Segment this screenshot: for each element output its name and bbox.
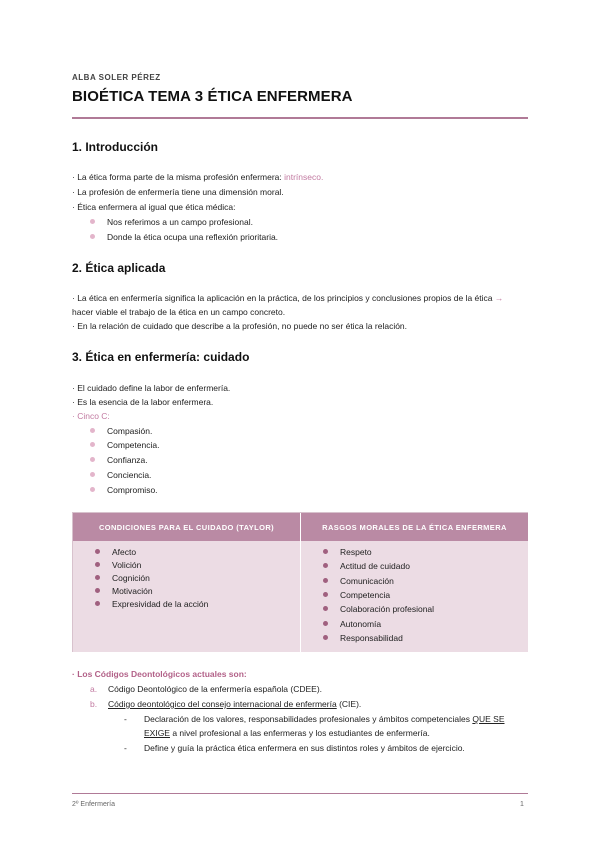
table-item xyxy=(323,604,434,614)
list-marker: b. xyxy=(90,699,98,709)
intro-line-1-text: · La ética forma parte de la misma profesión enfermera: xyxy=(72,172,285,182)
section-heading-applied: 2. Ética aplicada xyxy=(72,261,166,275)
table-item xyxy=(95,599,208,609)
table-item-text: Colaboración profesional xyxy=(340,604,435,614)
bullet-icon xyxy=(90,428,95,433)
table-item-text: Expresividad de la acción xyxy=(112,599,209,609)
table-item-text: Comunicación xyxy=(340,576,394,586)
applied-line-1 xyxy=(72,293,503,303)
bullet-icon xyxy=(95,588,100,593)
table-header-taylor: CONDICIONES PARA EL CUIDADO (TAYLOR) xyxy=(73,513,300,541)
section-heading-intro: 1. Introducción xyxy=(72,140,159,154)
footer-course: 2º Enfermería xyxy=(72,801,116,808)
codes-heading: · Los Códigos Deontológicos actuales son: xyxy=(72,669,247,679)
arrow-right-icon: → xyxy=(494,293,504,303)
list-item xyxy=(90,232,278,242)
sub-item-emphasis: EXIGE xyxy=(144,728,170,738)
list-item xyxy=(90,455,148,465)
bullet-icon xyxy=(95,562,100,567)
intro-line-3: · Ética enfermera al igual que ética médica: xyxy=(72,202,236,212)
footer-divider xyxy=(72,793,528,794)
sub-item-text: a nivel profesional a las enfermeras y los estudiantes de enfermería. xyxy=(169,728,430,738)
bullet-icon xyxy=(90,472,95,477)
list-item-text: Competencia. xyxy=(107,440,160,450)
table-item-text: Autonomía xyxy=(340,619,382,629)
table-item-text: Responsabilidad xyxy=(340,633,403,643)
ordered-list-item xyxy=(90,684,322,694)
table-item-text: Cognición xyxy=(112,573,150,583)
bullet-icon xyxy=(90,219,95,224)
table-header-moral: RASGOS MORALES DE LA ÉTICA ENFERMERA xyxy=(301,513,528,541)
bullet-icon xyxy=(323,549,328,554)
list-item-text: Nos referimos a un campo profesional. xyxy=(107,217,253,227)
list-item xyxy=(90,440,159,450)
bullet-icon xyxy=(95,549,100,554)
list-item-text: Compromiso. xyxy=(107,485,158,495)
intro-line-1 xyxy=(72,172,323,182)
bullet-icon xyxy=(323,606,328,611)
title-divider xyxy=(72,117,528,119)
table-column-divider xyxy=(300,513,301,652)
sub-list-item-text: Define y guía la práctica ética enfermera en sus distintos roles y ámbitos de ejercicio. xyxy=(144,743,465,753)
bullet-icon xyxy=(323,621,328,626)
list-item xyxy=(90,470,151,480)
comparison-table xyxy=(72,512,528,652)
list-item xyxy=(90,485,158,495)
table-item-text: Respeto xyxy=(340,547,372,557)
bullet-icon xyxy=(323,563,328,568)
list-item-text-underlined: Código deontológico del consejo internacional de enfermería xyxy=(108,699,337,709)
table-item-text: Volición xyxy=(112,560,142,570)
applied-line-2: · En la relación de cuidado que describe a la profesión, no puede no ser ética la relación. xyxy=(72,321,408,331)
intro-highlight: intrínseco. xyxy=(284,172,324,182)
sub-list-item-text xyxy=(144,728,430,738)
sub-item-text: Declaración de los valores, responsabilidades profesionales y ámbitos competenciales xyxy=(144,714,473,724)
intro-line-2: · La profesión de enfermería tiene una dimensión moral. xyxy=(72,187,284,197)
list-item-text: (CIE). xyxy=(336,699,362,709)
page-number: 1 xyxy=(520,801,524,808)
table-item xyxy=(95,586,153,596)
bullet-icon xyxy=(323,592,328,597)
table-item xyxy=(323,547,372,557)
list-marker: a. xyxy=(90,684,98,694)
table-item-text: Motivación xyxy=(112,586,153,596)
table-item xyxy=(95,573,150,583)
list-item xyxy=(90,217,253,227)
list-marker: - xyxy=(124,743,127,753)
bullet-icon xyxy=(90,442,95,447)
author-name: ALBA SOLER PÉREZ xyxy=(72,73,161,82)
care-line-3: · Cinco C: xyxy=(72,411,110,421)
table-column-moral xyxy=(301,541,528,652)
applied-line-1-text: · La ética en enfermería significa la aplicación en la práctica, de los principios y conclusiones propios de la ética xyxy=(72,293,495,303)
sub-item-emphasis: QUE SE xyxy=(472,714,505,724)
table-item xyxy=(323,633,403,643)
list-item-text: Conciencia. xyxy=(107,470,152,480)
table-item-text: Actitud de cuidado xyxy=(340,561,410,571)
sub-list-item-text xyxy=(144,714,505,724)
care-line-1: · El cuidado define la labor de enfermería. xyxy=(72,383,231,393)
table-item xyxy=(323,561,410,571)
page-title: BIOÉTICA TEMA 3 ÉTICA ENFERMERA xyxy=(72,88,353,105)
bullet-icon xyxy=(95,575,100,580)
table-item xyxy=(323,576,394,586)
table-item-text: Competencia xyxy=(340,590,391,600)
bullet-icon xyxy=(90,234,95,239)
care-line-2: · Es la esencia de la labor enfermera. xyxy=(72,397,214,407)
table-item-text: Afecto xyxy=(112,547,137,557)
list-item-text: Donde la ética ocupa una reflexión prioritaria. xyxy=(107,232,279,242)
table-item xyxy=(95,547,136,557)
bullet-icon xyxy=(90,487,95,492)
bullet-icon xyxy=(323,635,328,640)
table-item xyxy=(323,590,390,600)
table-column-taylor xyxy=(73,541,300,652)
applied-line-1b: hacer viable el trabajo de la ética en un campo concreto. xyxy=(72,307,286,317)
bullet-icon xyxy=(95,601,100,606)
section-heading-care: 3. Ética en enfermería: cuidado xyxy=(72,350,250,364)
table-item xyxy=(323,619,381,629)
list-item xyxy=(90,426,152,436)
list-item-text: Confianza. xyxy=(107,455,148,465)
table-item xyxy=(95,560,141,570)
list-item-text: Compasión. xyxy=(107,426,153,436)
ordered-list-item xyxy=(90,699,361,709)
list-marker: - xyxy=(124,714,127,724)
bullet-icon xyxy=(323,578,328,583)
bullet-icon xyxy=(90,457,95,462)
list-item-text: Código Deontológico de la enfermería española (CDEE). xyxy=(108,684,323,694)
